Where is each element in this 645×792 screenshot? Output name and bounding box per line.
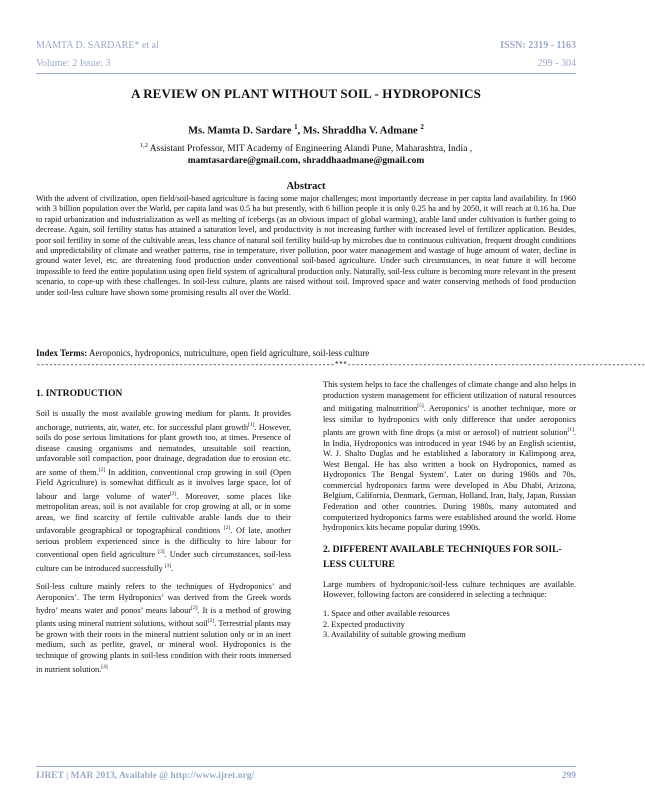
intro-paragraph-2 — [36, 582, 291, 675]
author-separator: , — [297, 125, 303, 137]
citation: [3] — [164, 562, 172, 569]
abstract-text: With the advent of civilization, open field/soil-based agriculture is facing some major challenges; most importantly decrease in per capita land availability. In 1960 with 3 billion population over the World, per capita land was 0.5 ha but presently, with 6 billion people it is only 0.25 ha and by 2050, it will reach at 0.16 ha. Due to rapid urbanization and industrialization as well as melting of icebergs (as an obvious impact of global warming), arable land under cultivation is further going to decrease. Again, soil fertility status has attained a saturation level, and productivity is not increasing further with increased level of fertilizer application. Besides, poor soil fertility in some of the cultivable areas, less chance of natural soil fertility build-up by microbes due to continuous cultivation, frequent drought conditions and unpredictability of climate and weather patterns, rise in temperature, river pollution, poor water management and wastage of huge amount of water, decline in ground water level, etc. are threatening food production under conventional soil-based agriculture. Under such circumstances, in near future it will become impossible to feed the entire population using open field system of agricultural production only. Naturally, soil-less culture is becoming more relevant in the present scenario, to cope-up with these challenges. In soil-less culture, plants are raised without soil. Improved space and water conserving methods of food production under soil-less culture have shown some promising results all over the World. — [36, 194, 576, 297]
text-run: . However, soils do pose serious limitations for plant growth too, at times. Presence of disease causing organisms and nematodes, unsuitable soil reaction, unfavorable soil compaction, poor drainage, degradation due to erosion etc. are some of them. — [36, 422, 291, 477]
author-emails: mamtasardare@gmail.com, shraddhaadmane@gmail.com — [187, 156, 425, 166]
text-run: This system helps to face the challenges of climate change and also helps in production system management for efficient utilization of natural resources and mitigating malnutrition — [323, 380, 576, 413]
citation: [2] — [207, 618, 215, 625]
author-2-sup: 2 — [420, 123, 424, 131]
intro-paragraph-1 — [36, 409, 291, 574]
affiliation-text: Assistant Professor, MIT Academy of Engineering Alandi Pune, Maharashtra, India , — [147, 144, 473, 155]
citation: [4] — [101, 663, 108, 670]
header-pages: 299 - 304 — [537, 58, 576, 69]
section-heading-techniques: 2. DIFFERENT AVAILABLE TECHNIQUES FOR SOIL-LESS CULTURE — [323, 543, 562, 570]
header-authors: MAMTA D. SARDARE* et al — [36, 40, 159, 51]
section-separator: -----------------------------------------------------------------------***----------------------------------------------------------------------- — [36, 361, 645, 370]
footer-rule — [36, 766, 576, 767]
text-run: . Terrestrial plants may be grown with their roots in the mineral nutrient solution only or in an inert medium, such as perlite, gravel, or mineral wool. Hydroponics is the technique of growing plants in soil-less condition with their roots immersed in nutrient solution. — [36, 619, 291, 674]
index-terms-label: Index Terms: — [36, 348, 88, 358]
text-run: In addition, conventional crop growing in soil (Open Field Agriculture) is somewhat difficult as it involves large space, lot of labour and large volume of water — [36, 467, 291, 501]
author-1: Ms. Mamta D. Sardare — [188, 125, 292, 137]
text-run: Soil-less culture mainly refers to the techniques of Hydroponics’ and Aeroponics’. The term Hydroponics’ was derived from the Greek words hydro’ means water and ponos’ means labour — [36, 581, 291, 615]
citation: [2] — [191, 605, 198, 612]
text-run: . It is a method of growing plants using mineral nutrient solutions, without soil — [36, 605, 291, 629]
intro-paragraph-3 — [323, 380, 576, 534]
author-1-sup: 1 — [294, 123, 298, 131]
list-item: 1. Space and other available resources — [323, 609, 450, 619]
page-footer — [36, 771, 576, 781]
citation: [1] — [567, 427, 574, 434]
text-run: . Of late, another serious problem experienced since is the difficulty to hire labour for conventional open field agriculture — [36, 526, 292, 559]
abstract-heading: Abstract — [286, 181, 326, 192]
footer-page-number: 299 — [561, 771, 576, 781]
running-header-bottom — [36, 58, 576, 69]
footer-journal: IJRET | MAR 2013, Available @ http://www.ijret.org/ — [36, 771, 255, 781]
techniques-paragraph: Large numbers of hydroponic/soil-less culture techniques are available. However, following factors are considered in selecting a technique: — [323, 579, 576, 600]
citation: [1] — [248, 421, 255, 428]
affiliation — [0, 142, 612, 154]
index-terms — [36, 348, 576, 358]
running-header-top — [36, 40, 576, 51]
paper-title: A REVIEW ON PLANT WITHOUT SOIL - HYDROPONICS — [131, 86, 481, 101]
section-heading-introduction: 1. INTRODUCTION — [36, 388, 123, 399]
left-column — [36, 380, 291, 683]
header-volume: Volume: 2 Issue: 3 — [36, 58, 111, 69]
list-item: 3. Availability of suitable growing medium — [323, 630, 466, 640]
factor-list — [323, 609, 576, 641]
citation: [5] — [417, 403, 424, 410]
citation: [2] — [98, 466, 106, 473]
header-issn: ISSN: 2319 - 1163 — [500, 40, 576, 51]
right-column — [323, 380, 576, 641]
author-2: Ms. Shraddha V. Admane — [302, 125, 418, 137]
text-run: . Under such circumstances, soil-less culture can be introduced successfully — [36, 549, 292, 573]
affiliation-sup: 1,2 — [139, 142, 148, 149]
header-rule — [36, 73, 576, 74]
text-run: Soil is usually the most available growing medium for plants. It provides anchorage, nutrients, air, water, etc. for successful plant growth — [36, 409, 291, 432]
citation: [3] — [158, 549, 165, 556]
text-run: . Moreover, some places like metropolitan areas, soil is not available for crop growing at all, or in some areas, we find scarcity of fertile cultivable arable lands due to their unfavorable geographical or topographical conditions — [36, 491, 291, 535]
list-item: 2. Expected productivity — [323, 619, 405, 629]
citation: [2] — [223, 525, 231, 532]
text-run: . Aeroponics’ is another technique, more or less similar to hydroponics with only difference that under aeroponics plants are grown with fine drops (a mist or aerosol) of nutrient solution — [323, 403, 576, 437]
author-line — [0, 123, 612, 137]
citation: [2] — [170, 490, 177, 497]
text-run: . In India, Hydroponics was introduced in year 1946 by an English scientist, W. J. Shalto Duglas and he established a laboratory in Kalimpong area, West Bengal. He has also written a book on Hydroponics, named as Hydroponics The Bengal System’. Later on during 1960s and 70s, commercial hydroponics farms were developed in Abu Dhabi, Arizona, Belgium, California, Denmark, German, Holland, Iran, Italy, Japan, Russian Federation and other countries. During 1980s, many automated and computerized hydroponics farms were established around the world. Home hydroponics kits became popular during 1990s. — [323, 427, 576, 533]
text-run: . — [171, 563, 174, 573]
index-terms-text: Aeroponics, hydroponics, nutriculture, open field agriculture, soil-less culture — [87, 348, 370, 358]
